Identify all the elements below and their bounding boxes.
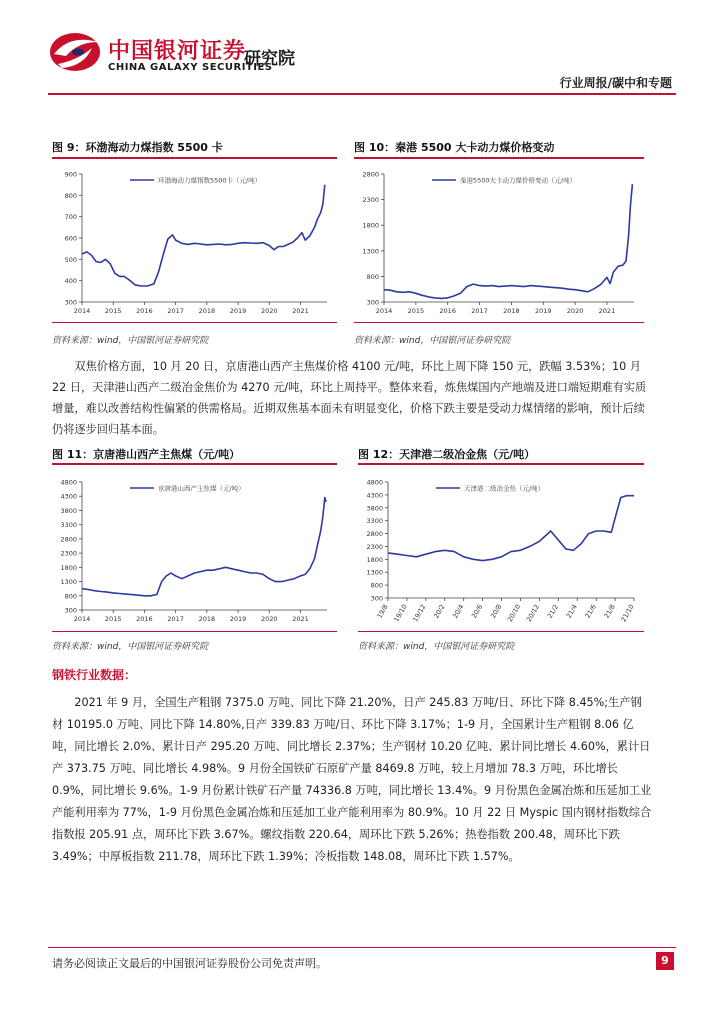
fig11-x-tick-label: 2018 [198, 615, 216, 623]
fig11-y-tick-label: 4800 [60, 478, 77, 487]
fig9-y-tick-label: 700 [64, 213, 77, 222]
footer-disclaimer: 请务必阅读正文最后的中国银河证券股份公司免责声明。 [52, 957, 327, 970]
fig12-x-tick-label: 21/8 [602, 603, 617, 620]
fig9-x-tick-label: 2016 [136, 307, 153, 315]
fig12-x-tick-label: 19/12 [411, 603, 428, 624]
fig12-x-tick-label: 21/4 [564, 603, 579, 620]
fig9-rule [52, 157, 337, 159]
fig11-x-tick-label: 2021 [292, 615, 309, 623]
fig12-y-tick-label: 4300 [366, 491, 383, 500]
coke-paragraph [52, 356, 652, 440]
fig11-x-tick-label: 2020 [260, 615, 278, 623]
fig12-x-tick-label: 21/10 [619, 603, 636, 624]
fig9-y-tick-label: 400 [64, 277, 77, 286]
fig10-x-tick-label: 2020 [566, 307, 584, 315]
fig10-rule [354, 157, 644, 159]
fig12-y-tick-label: 3800 [366, 504, 383, 513]
fig9-series-line [82, 185, 325, 286]
fig12-y-tick-label: 3300 [366, 517, 383, 526]
brand-name-cn: 中国银河证券 [108, 39, 247, 64]
fig9-x-tick-label: 2020 [260, 307, 278, 315]
fig10-chart [354, 162, 644, 320]
fig9-y-tick-label: 900 [64, 170, 77, 179]
institute-label: 研究院 [244, 49, 295, 69]
fig10-x-tick-label: 2017 [471, 307, 488, 315]
fig10-x-tick-label: 2019 [534, 307, 552, 315]
fig9-bottom-rule [52, 322, 337, 323]
fig12-y-tick-label: 2800 [366, 530, 383, 539]
fig11-y-tick-label: 2300 [60, 549, 77, 558]
fig12-x-tick-label: 21/2 [545, 603, 561, 620]
fig11-y-tick-label: 300 [64, 606, 77, 615]
fig11-legend-label: 京唐港山西产主焦煤（元/吨） [158, 484, 245, 493]
fig9-x-tick-label: 2015 [104, 307, 122, 315]
fig11-y-tick-label: 4300 [60, 492, 77, 501]
fig12-y-tick-label: 800 [370, 581, 383, 590]
fig11-y-tick-label: 2800 [60, 535, 77, 544]
fig9-source: 资料来源：wind，中国银河证券研究院 [52, 336, 209, 346]
fig9-y-tick-label: 600 [64, 234, 77, 243]
fig11-series-line [82, 498, 326, 596]
fig11-y-tick-label: 1300 [60, 578, 77, 587]
fig12-y-tick-label: 1800 [366, 555, 383, 564]
fig11-y-tick-label: 3300 [60, 521, 77, 530]
fig12-x-tick-label: 20/12 [524, 603, 542, 624]
coke-text: 双焦价格方面，10 月 20 日，京唐港山西产主焦煤价格 4100 元/吨，环比上周下降 150 元，跌幅 3.53%；10 月 22 日，天津港山西产二级冶金焦价为 4270 元/吨，环比上周持平。整体来看，炼焦煤国内产地端及进口端短期难有实质增量，难以改善结构性偏紧的供需格局。近期双焦基本面未有明显变化，价格下跌主要是受动力煤情绪的影响，预计后续仍将逐步回归基本面。 [52, 360, 647, 436]
fig11-x-tick-label: 2014 [73, 615, 91, 623]
footer-divider [48, 947, 676, 948]
steel-heading: 钢铁行业数据： [52, 668, 137, 682]
fig11-x-tick-label: 2017 [167, 615, 184, 623]
fig10-legend-label: 秦港5500大卡动力煤价格变动（元/吨） [460, 176, 577, 185]
steel-text: 2021 年 9 月，全国生产粗钢 7375.0 万吨、同比下降 21.20%，日产 245.83 万吨/日、环比下降 8.45%;生产钢材 10195.0 万吨、同比下降 14.80%,日产 339.83 万吨/日、环比下降 3.17%；1-9 月，全国累计生产粗钢 8.06 亿吨，同比增长 2.0%、累计日产 295.20 万吨、同比增长 2.37%；生产钢材 10.20 亿吨、累计同比增长 4.60%，累计日产 373.75 万吨、同比增长 4.98%。9 月份全国铁矿石原矿产量 8469.8 万吨，较上月增加 78.3 万吨，环比增长 0.9%，同比增长 9.6%。1-9 月份累计铁矿石产量 74336.8 万吨，同比增长 13.4%。9 月份黑色金属冶炼和压延加工业产能利用率为 77%，1-9 月份黑色金属冶炼和压延加工业产能利用率为 80.9%。10 月 22 日 Myspic 国内钢材指数综合指数报 205.91 点，周环比下跌 3.67%。螺纹指数 220.64，周环比下跌 5.26%；热卷指数 200.48，周环比下跌 3.49%；中厚板指数 211.78，周环比下跌 1.39%；冷板指数 148.08，周环比下跌 1.57%。 [52, 696, 652, 863]
fig9-legend-label: 环渤海动力煤指数5500卡（元/吨） [158, 176, 262, 185]
fig10-x-tick-label: 2021 [598, 307, 616, 315]
fig11-chart [52, 470, 337, 628]
fig12-x-tick-label: 20/8 [489, 603, 504, 620]
fig10-y-tick-label: 300 [366, 298, 379, 307]
fig12-x-tick-label: 20/4 [451, 603, 466, 620]
fig12-chart [358, 470, 644, 628]
fig12-x-tick-label: 20/6 [470, 603, 485, 620]
fig10-x-tick-label: 2014 [375, 307, 393, 315]
fig11-x-tick-label: 2019 [229, 615, 247, 623]
fig10-title: 图 10：秦港 5500 大卡动力煤价格变动 [354, 141, 555, 154]
fig10-series-line [384, 184, 632, 298]
galaxy-logo-icon [48, 30, 102, 74]
fig11-x-tick-label: 2015 [104, 615, 122, 623]
fig12-y-tick-label: 1300 [366, 568, 383, 577]
fig9-x-tick-label: 2019 [229, 307, 247, 315]
fig12-rule [358, 463, 644, 465]
fig12-bottom-rule [358, 631, 644, 632]
brand-name-en: CHINA GALAXY SECURITIES [108, 62, 273, 73]
fig9-y-tick-label: 500 [64, 255, 77, 264]
fig12-x-tick-label: 21/6 [583, 603, 598, 620]
fig10-y-tick-label: 2800 [362, 170, 379, 179]
fig10-bottom-rule [354, 322, 644, 323]
header-divider [48, 93, 676, 95]
fig10-x-tick-label: 2015 [407, 307, 425, 315]
fig12-y-tick-label: 300 [370, 594, 383, 603]
fig9-x-tick-label: 2017 [167, 307, 184, 315]
fig9-y-tick-label: 300 [64, 298, 77, 307]
fig12-x-tick-label: 20/2 [432, 603, 447, 620]
fig11-y-tick-label: 3800 [60, 506, 77, 515]
fig12-series-line [388, 496, 634, 561]
fig11-title: 图 11：京唐港山西产主焦煤（元/吨） [52, 448, 241, 461]
fig11-bottom-rule [52, 631, 337, 632]
fig10-y-tick-label: 1800 [362, 221, 379, 230]
fig12-y-tick-label: 4800 [366, 478, 383, 487]
fig12-title: 图 12：天津港二级冶金焦（元/吨） [358, 448, 536, 461]
fig10-source: 资料来源：wind，中国银河证券研究院 [354, 336, 511, 346]
fig10-x-tick-label: 2016 [439, 307, 456, 315]
fig10-y-tick-label: 2300 [362, 196, 379, 205]
fig10-y-tick-label: 1300 [362, 247, 379, 256]
report-type: 行业周报/碳中和专题 [559, 76, 672, 90]
fig12-legend-label: 天津港二级冶金焦（元/吨） [464, 484, 545, 493]
fig10-x-tick-label: 2018 [503, 307, 520, 315]
fig9-x-tick-label: 2021 [292, 307, 309, 315]
fig11-y-tick-label: 1800 [60, 563, 77, 572]
fig11-rule [52, 463, 337, 465]
steel-paragraph [52, 692, 652, 868]
fig10-y-tick-label: 800 [366, 272, 379, 281]
fig9-x-tick-label: 2018 [198, 307, 216, 315]
fig12-x-tick-label: 20/10 [505, 603, 523, 624]
fig12-source: 资料来源：wind，中国银河证券研究院 [358, 642, 515, 652]
fig9-x-tick-label: 2014 [73, 307, 91, 315]
fig11-source: 资料来源：wind，中国银河证券研究院 [52, 642, 209, 652]
fig9-title: 图 9：环渤海动力煤指数 5500 卡 [52, 141, 223, 154]
fig9-y-tick-label: 800 [64, 191, 77, 200]
fig9-chart [52, 162, 337, 320]
fig12-x-tick-label: 19/8 [375, 603, 390, 620]
page-number: 9 [656, 952, 674, 970]
fig12-y-tick-label: 2300 [366, 542, 383, 551]
fig12-x-tick-label: 19/10 [392, 603, 409, 624]
fig11-y-tick-label: 800 [64, 592, 77, 601]
fig11-x-tick-label: 2016 [136, 615, 153, 623]
